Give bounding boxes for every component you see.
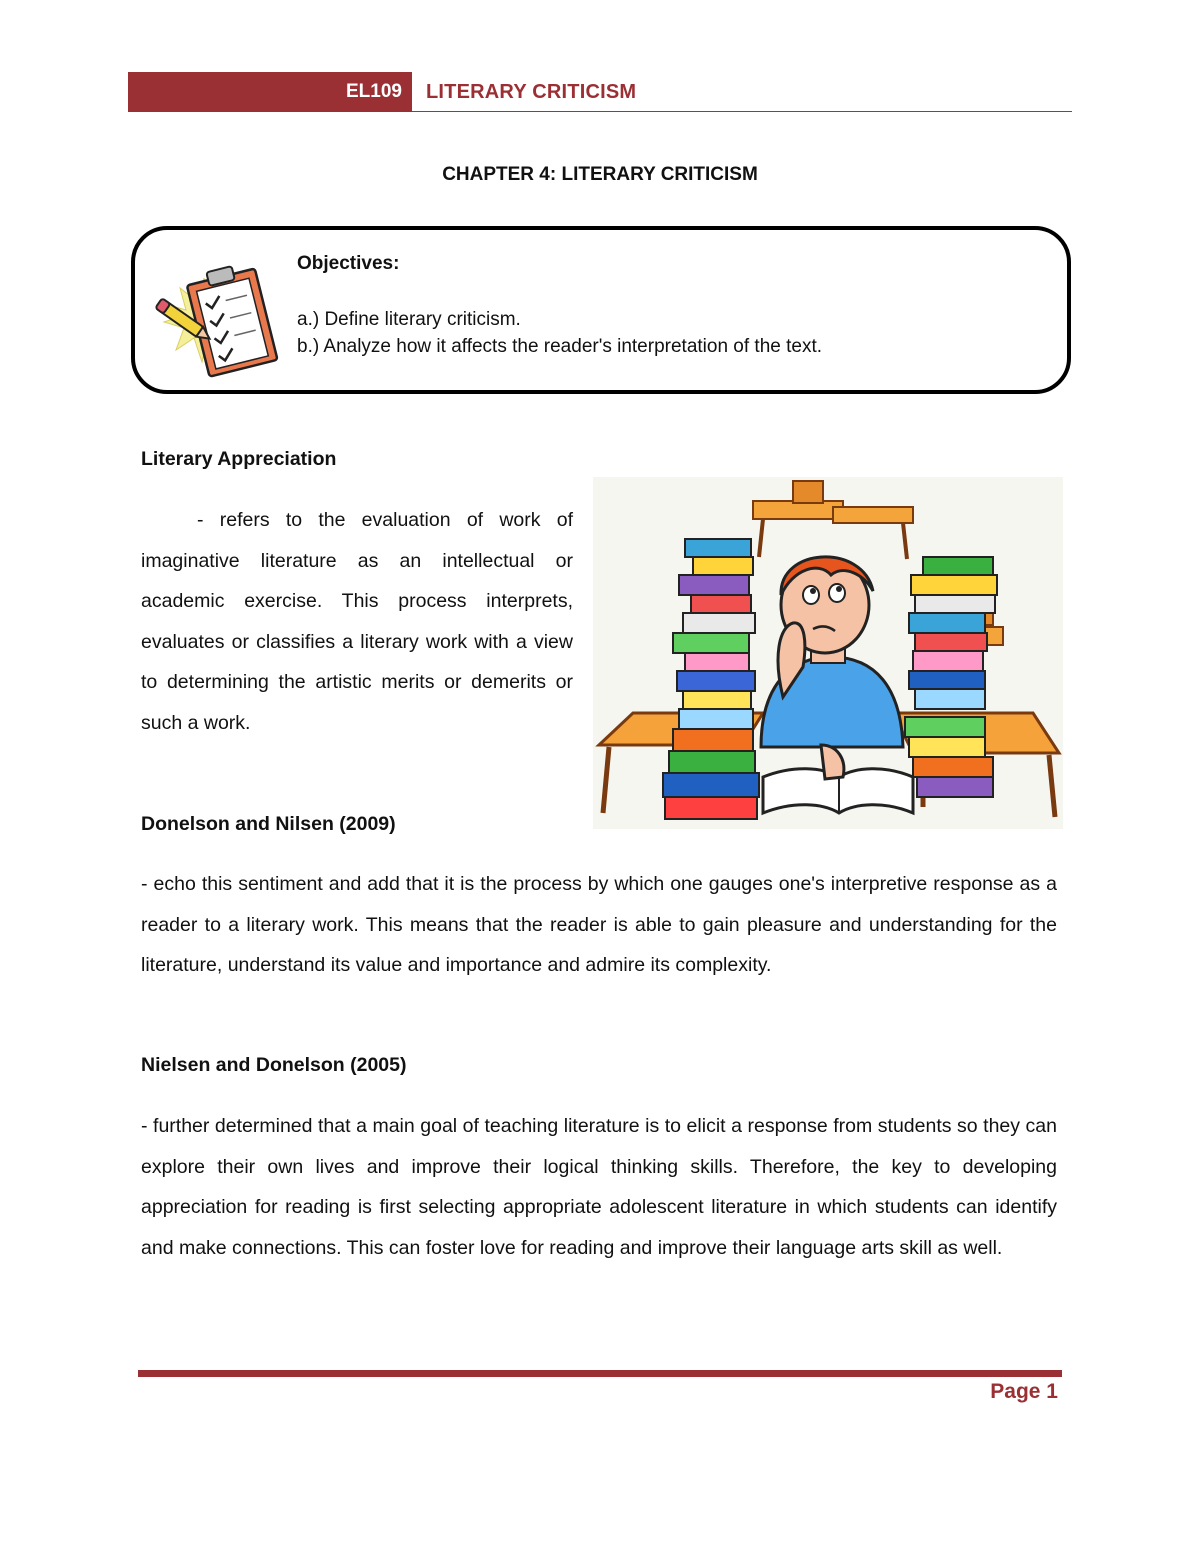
objective-item: a.) Define literary criticism. (297, 309, 521, 330)
course-title: LITERARY CRITICISM (426, 81, 637, 103)
section-paragraph: - echo this sentiment and add that it is the process by which one gauges one's interpretive response as a reader to a literary work. This means that the reader is able to gain pleasure and understanding for the literature, understand its value and importance and admire its complexity. (141, 873, 1057, 977)
student-with-books-illustration (593, 477, 1063, 829)
objective-item: b.) Analyze how it affects the reader's interpretation of the text. (297, 336, 823, 357)
section-paragraph (141, 500, 573, 744)
section-heading: Donelson and Nilsen (2009) (141, 813, 396, 835)
section-heading: Literary Appreciation (141, 448, 337, 470)
chapter-title: CHAPTER 4: LITERARY CRITICISM (442, 164, 758, 185)
section-paragraph: - further determined that a main goal of teaching literature is to elicit a response from students so they can explore their own lives and improve their logical thinking skills. Therefore, the key to developing appreciation for reading is first selecting appropriate adolescent literature in which students can identify and make connections. This can foster love for reading and improve their language arts skill as well. (141, 1115, 1057, 1259)
section-heading: Nielsen and Donelson (2005) (141, 1054, 407, 1076)
header-rule (412, 111, 1072, 112)
page-number: Page 1 (990, 1380, 1058, 1403)
footer-rule (138, 1370, 1062, 1377)
course-code: EL109 (346, 81, 402, 102)
objectives-heading: Objectives: (297, 253, 400, 274)
section-text: - refers to the evaluation of work of imaginative literature as an intellectual or academic exercise. This process interprets, evaluates or classifies a literary work with a view to determining the artistic merits or demerits or such a work. (141, 509, 573, 734)
clipboard-checklist-icon (150, 258, 280, 380)
